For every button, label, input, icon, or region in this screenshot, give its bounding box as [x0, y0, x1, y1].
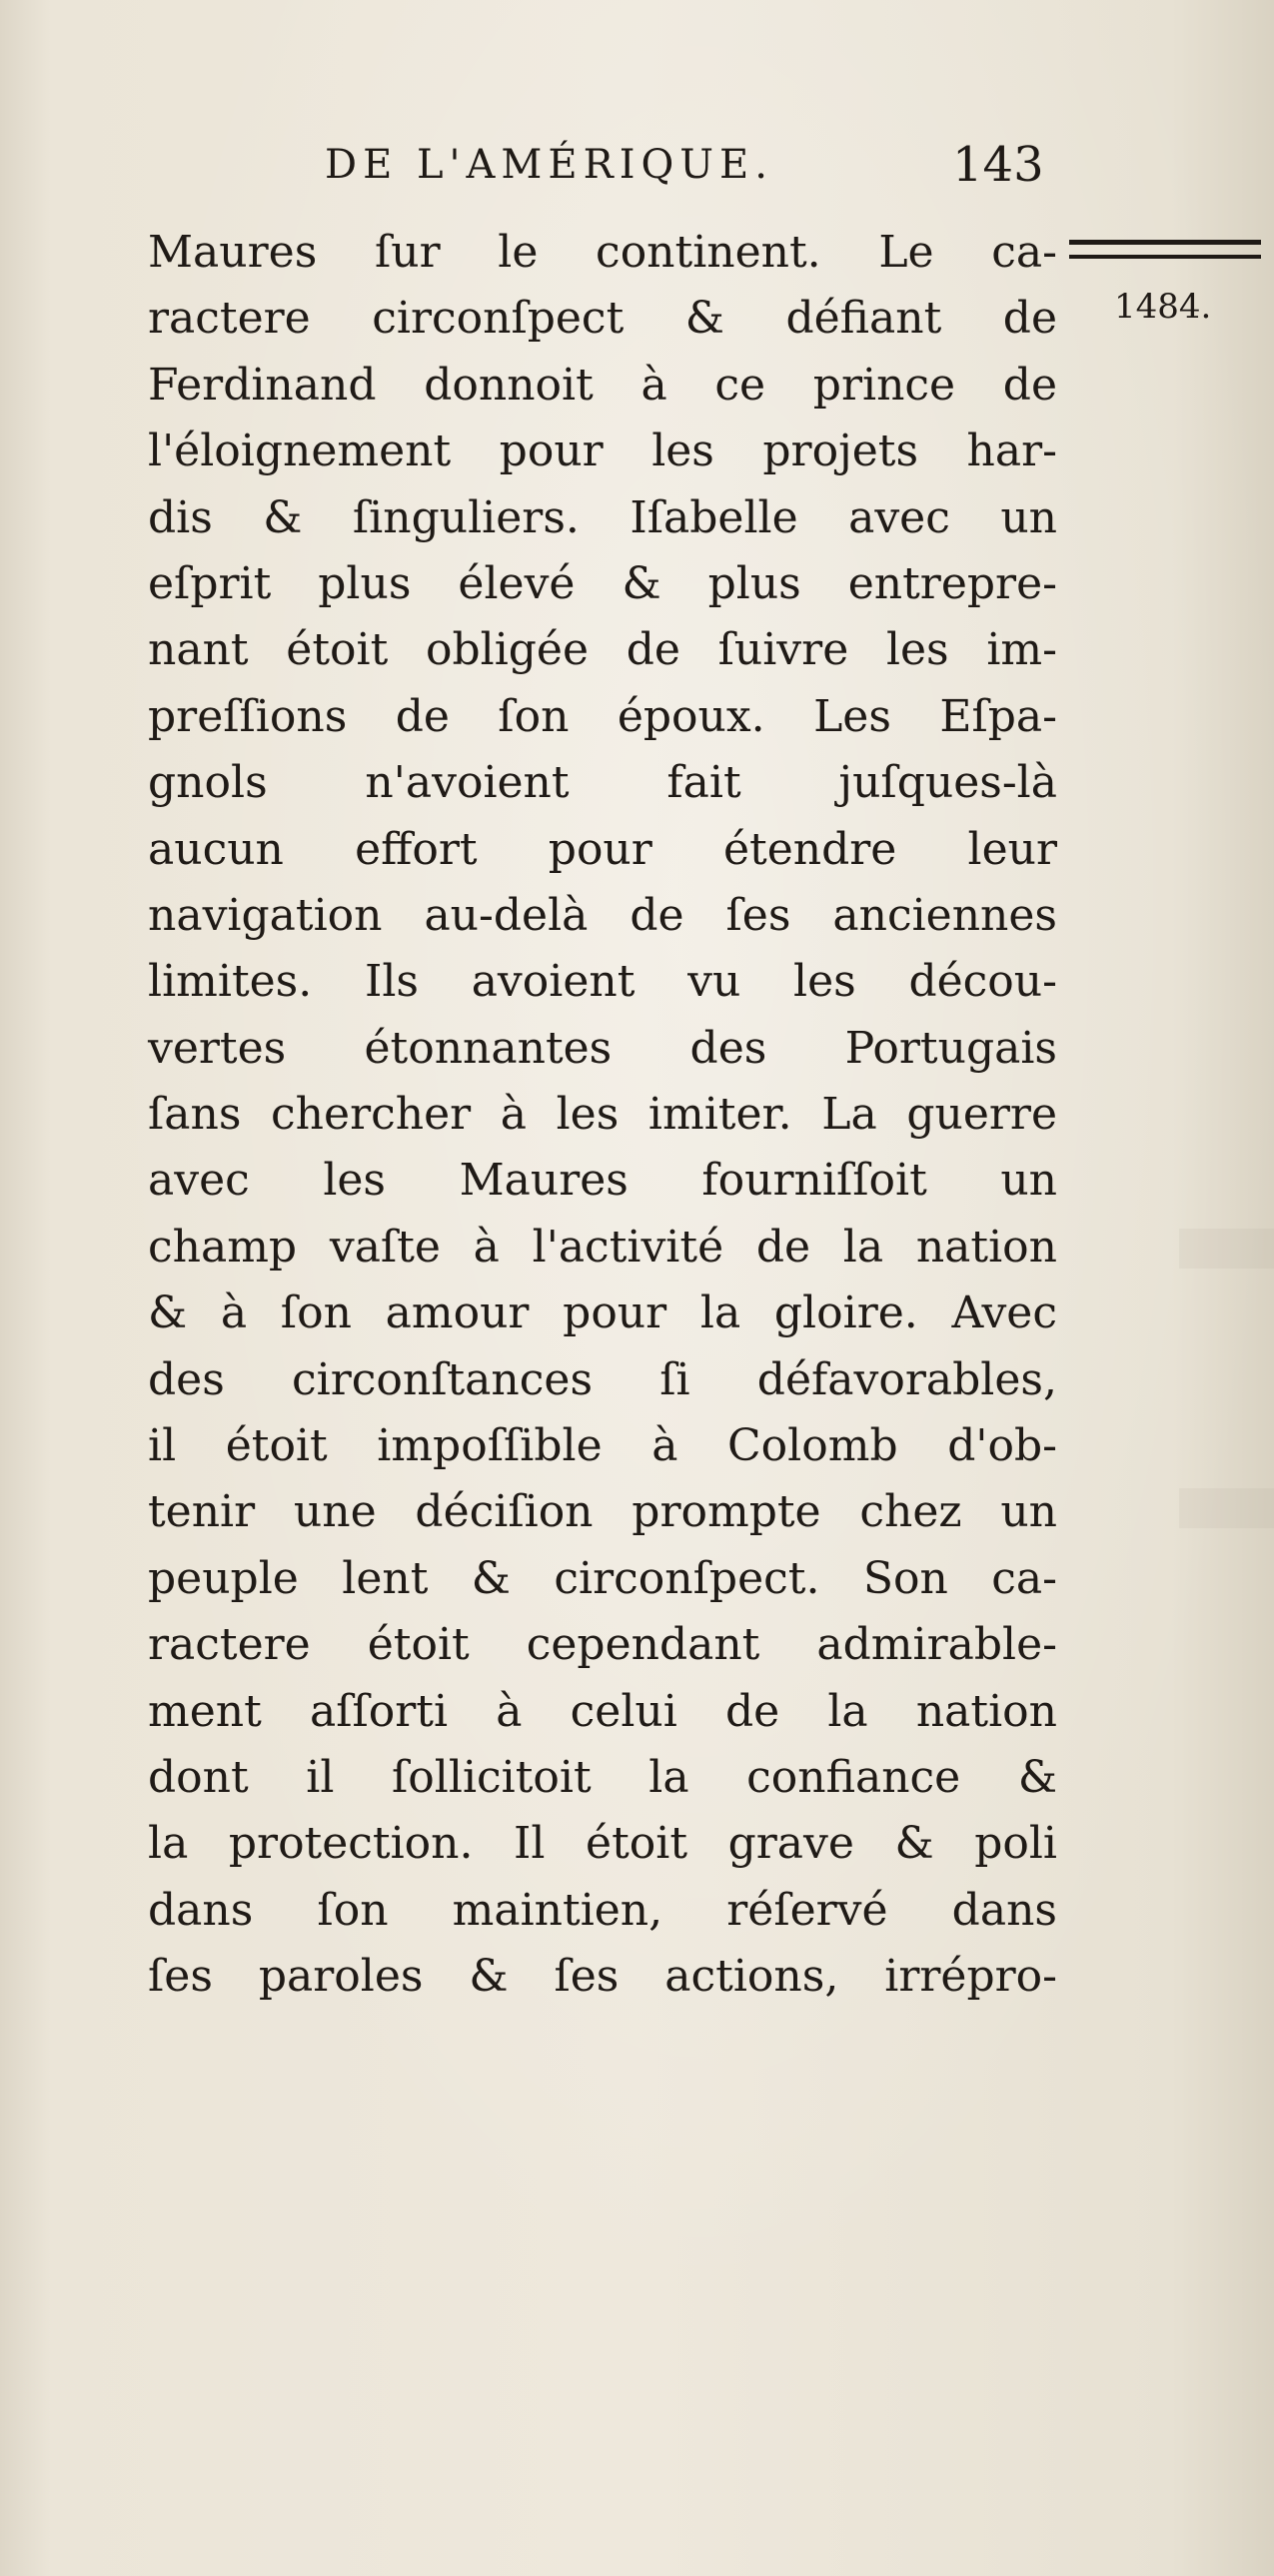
text-line: il étoit impoſſible à Colomb d'ob- [148, 1420, 1057, 1472]
page-number: 143 [952, 137, 1044, 193]
text-line: ment aſſorti à celui de la nation [148, 1685, 1057, 1737]
text-line: ractere circonſpect & défiant de [148, 293, 1057, 345]
margin-rule [1069, 240, 1261, 245]
text-line: avec les Maures fourniſſoit un [148, 1155, 1057, 1207]
running-head: DE L'AMÉRIQUE. [325, 142, 773, 188]
text-line: navigation au-delà de ſes anciennes [148, 889, 1057, 941]
text-line: champ vaſte à l'activité de la nation [148, 1221, 1057, 1273]
text-line: Ferdinand donnoit à ce prince de [148, 359, 1057, 411]
text-line: preſſions de ſon époux. Les Eſpa- [148, 690, 1057, 742]
text-line: ractere étoit cependant admirable- [148, 1619, 1057, 1671]
text-line: l'éloignement pour les projets har- [148, 426, 1057, 477]
text-line: vertes étonnantes des Portugais [148, 1022, 1057, 1074]
text-line: dis & ſinguliers. Iſabelle avec un [148, 491, 1057, 543]
margin-year-note: 1484. [1114, 287, 1212, 327]
text-line: & à ſon amour pour la gloire. Avec [148, 1288, 1057, 1339]
text-line: Maures ſur le continent. Le ca- [148, 227, 1057, 278]
body-text [148, 220, 1057, 2011]
text-line: dont il ſollicitoit la confiance & [148, 1751, 1057, 1803]
text-line: ſes paroles & ſes actions, irrépro- [148, 1951, 1057, 2003]
text-line: dans ſon maintien, réſervé dans [148, 1884, 1057, 1936]
show-through-mark [1179, 1229, 1274, 1269]
text-line: limites. Ils avoient vu les décou- [148, 956, 1057, 1008]
text-line: tenir une déciſion prompte chez un [148, 1486, 1057, 1538]
text-line: la protection. Il étoit grave & poli [148, 1818, 1057, 1870]
text-line: eſprit plus élevé & plus entrepre- [148, 557, 1057, 609]
text-line: aucun effort pour étendre leur [148, 823, 1057, 875]
text-line: peuple lent & circonſpect. Son ca- [148, 1552, 1057, 1604]
text-line: des circonſtances ſi défavorables, [148, 1353, 1057, 1405]
show-through-mark [1179, 1488, 1274, 1528]
text-line: gnols n'avoient fait juſques-là [148, 757, 1057, 809]
margin-rule [1069, 255, 1261, 259]
text-line: ſans chercher à les imiter. La guerre [148, 1089, 1057, 1141]
text-line: nant étoit obligée de ſuivre les im- [148, 624, 1057, 676]
